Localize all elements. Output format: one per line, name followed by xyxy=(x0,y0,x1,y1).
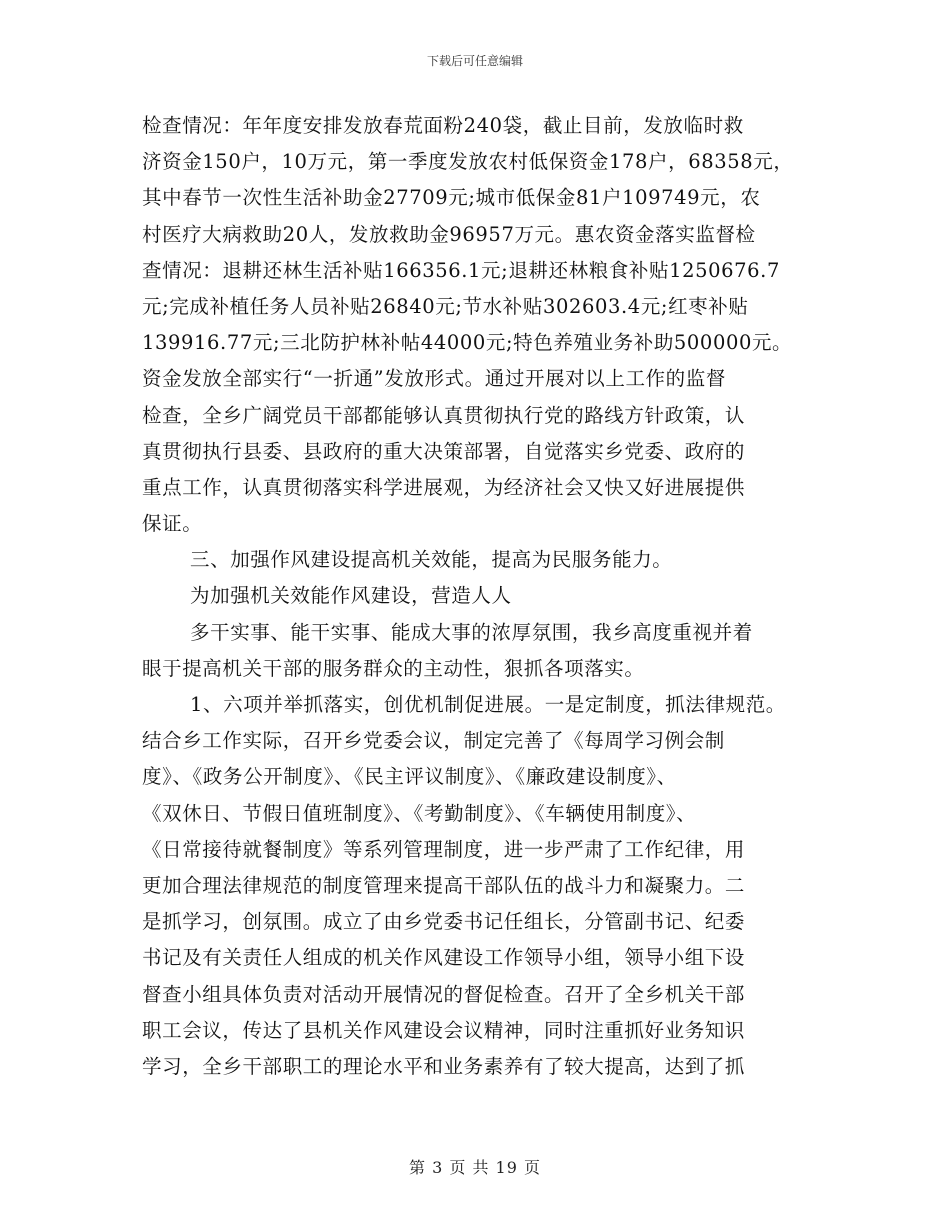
body-line: 济资金150户，10万元，第一季度发放农村低保资金178户，68358元， xyxy=(142,150,794,174)
body-line: 眼于提高机关干部的服务群众的主动性，狠抓各项落实。 xyxy=(142,656,645,680)
body-line: 多干实事、能干实事、能成大事的浓厚氛围，我乡高度重视并着 xyxy=(190,620,753,644)
body-line: 元;完成补植任务人员补贴26840元;节水补贴302603.4元;红枣补贴 xyxy=(142,294,749,318)
body-line: 《日常接待就餐制度》等系列管理制度，进一步严肃了工作纪律，用 xyxy=(142,837,746,861)
body-line: 查情况：退耕还林生活补贴166356.1元;退耕还林粮食补贴1250676.7 xyxy=(142,258,780,282)
body-line: 结合乡工作实际，召开乡党委会议，制定完善了《每周学习例会制 xyxy=(142,729,725,753)
body-line: 三、加强作风建设提高机关效能，提高为民服务能力。 xyxy=(190,548,673,572)
body-line: 是抓学习，创氛围。成立了由乡党委书记任组长，分管副书记、纪委 xyxy=(142,910,746,934)
body-line: 更加合理法律规范的制度管理来提高干部队伍的战斗力和凝聚力。二 xyxy=(142,873,746,897)
body-line: 度》、《政务公开制度》、《民主评议制度》、《廉政建设制度》、 xyxy=(142,765,677,789)
body-line: 村医疗大病救助20人，发放救助金96957万元。惠农资金落实监督检 xyxy=(142,222,756,246)
body-line: 1、六项并举抓落实，创优机制促进展。一是定制度，抓法律规范。 xyxy=(190,693,786,716)
body-line: 为加强机关效能作风建设，营造人人 xyxy=(190,584,512,608)
body-line: 《双休日、节假日值班制度》、《考勤制度》、《车辆使用制度》、 xyxy=(142,801,697,825)
document-body xyxy=(142,108,842,1085)
page-header: 下载后可任意编辑 xyxy=(426,54,523,68)
body-line: 检查，全乡广阔党员干部都能够认真贯彻执行党的路线方针政策，认 xyxy=(142,403,746,427)
body-line: 重点工作，认真贯彻落实科学进展观，为经济社会又快又好进展提供 xyxy=(142,475,746,499)
body-line: 其中春节一次性生活补助金27709元;城市低保金81户109749元，农 xyxy=(142,186,761,210)
body-line: 职工会议，传达了县机关作风建设会议精神，同时注重抓好业务知识 xyxy=(142,1018,746,1042)
body-line: 139916.77元;三北防护林补帖44000元;特色养殖业务补助500000元。 xyxy=(142,331,793,355)
body-line: 督查小组具体负责对活动开展情况的督促检查。召开了全乡机关干部 xyxy=(142,982,746,1006)
page-footer: 第 3 页 共 19 页 xyxy=(409,1158,541,1177)
body-line: 保证。 xyxy=(142,512,203,536)
body-line: 学习，全乡干部职工的理论水平和业务素养有了较大提高，达到了抓 xyxy=(142,1054,746,1078)
body-line: 书记及有关责任人组成的机关作风建设工作领导小组，领导小组下设 xyxy=(142,946,746,970)
body-line: 检查情况：年年度安排发放春荒面粉240袋，截止目前，发放临时救 xyxy=(142,114,744,137)
body-line: 资金发放全部实行“一折通”发放形式。通过开展对以上工作的监督 xyxy=(142,367,726,391)
body-line: 真贯彻执行县委、县政府的重大决策部署，自觉落实乡党委、政府的 xyxy=(142,439,746,463)
